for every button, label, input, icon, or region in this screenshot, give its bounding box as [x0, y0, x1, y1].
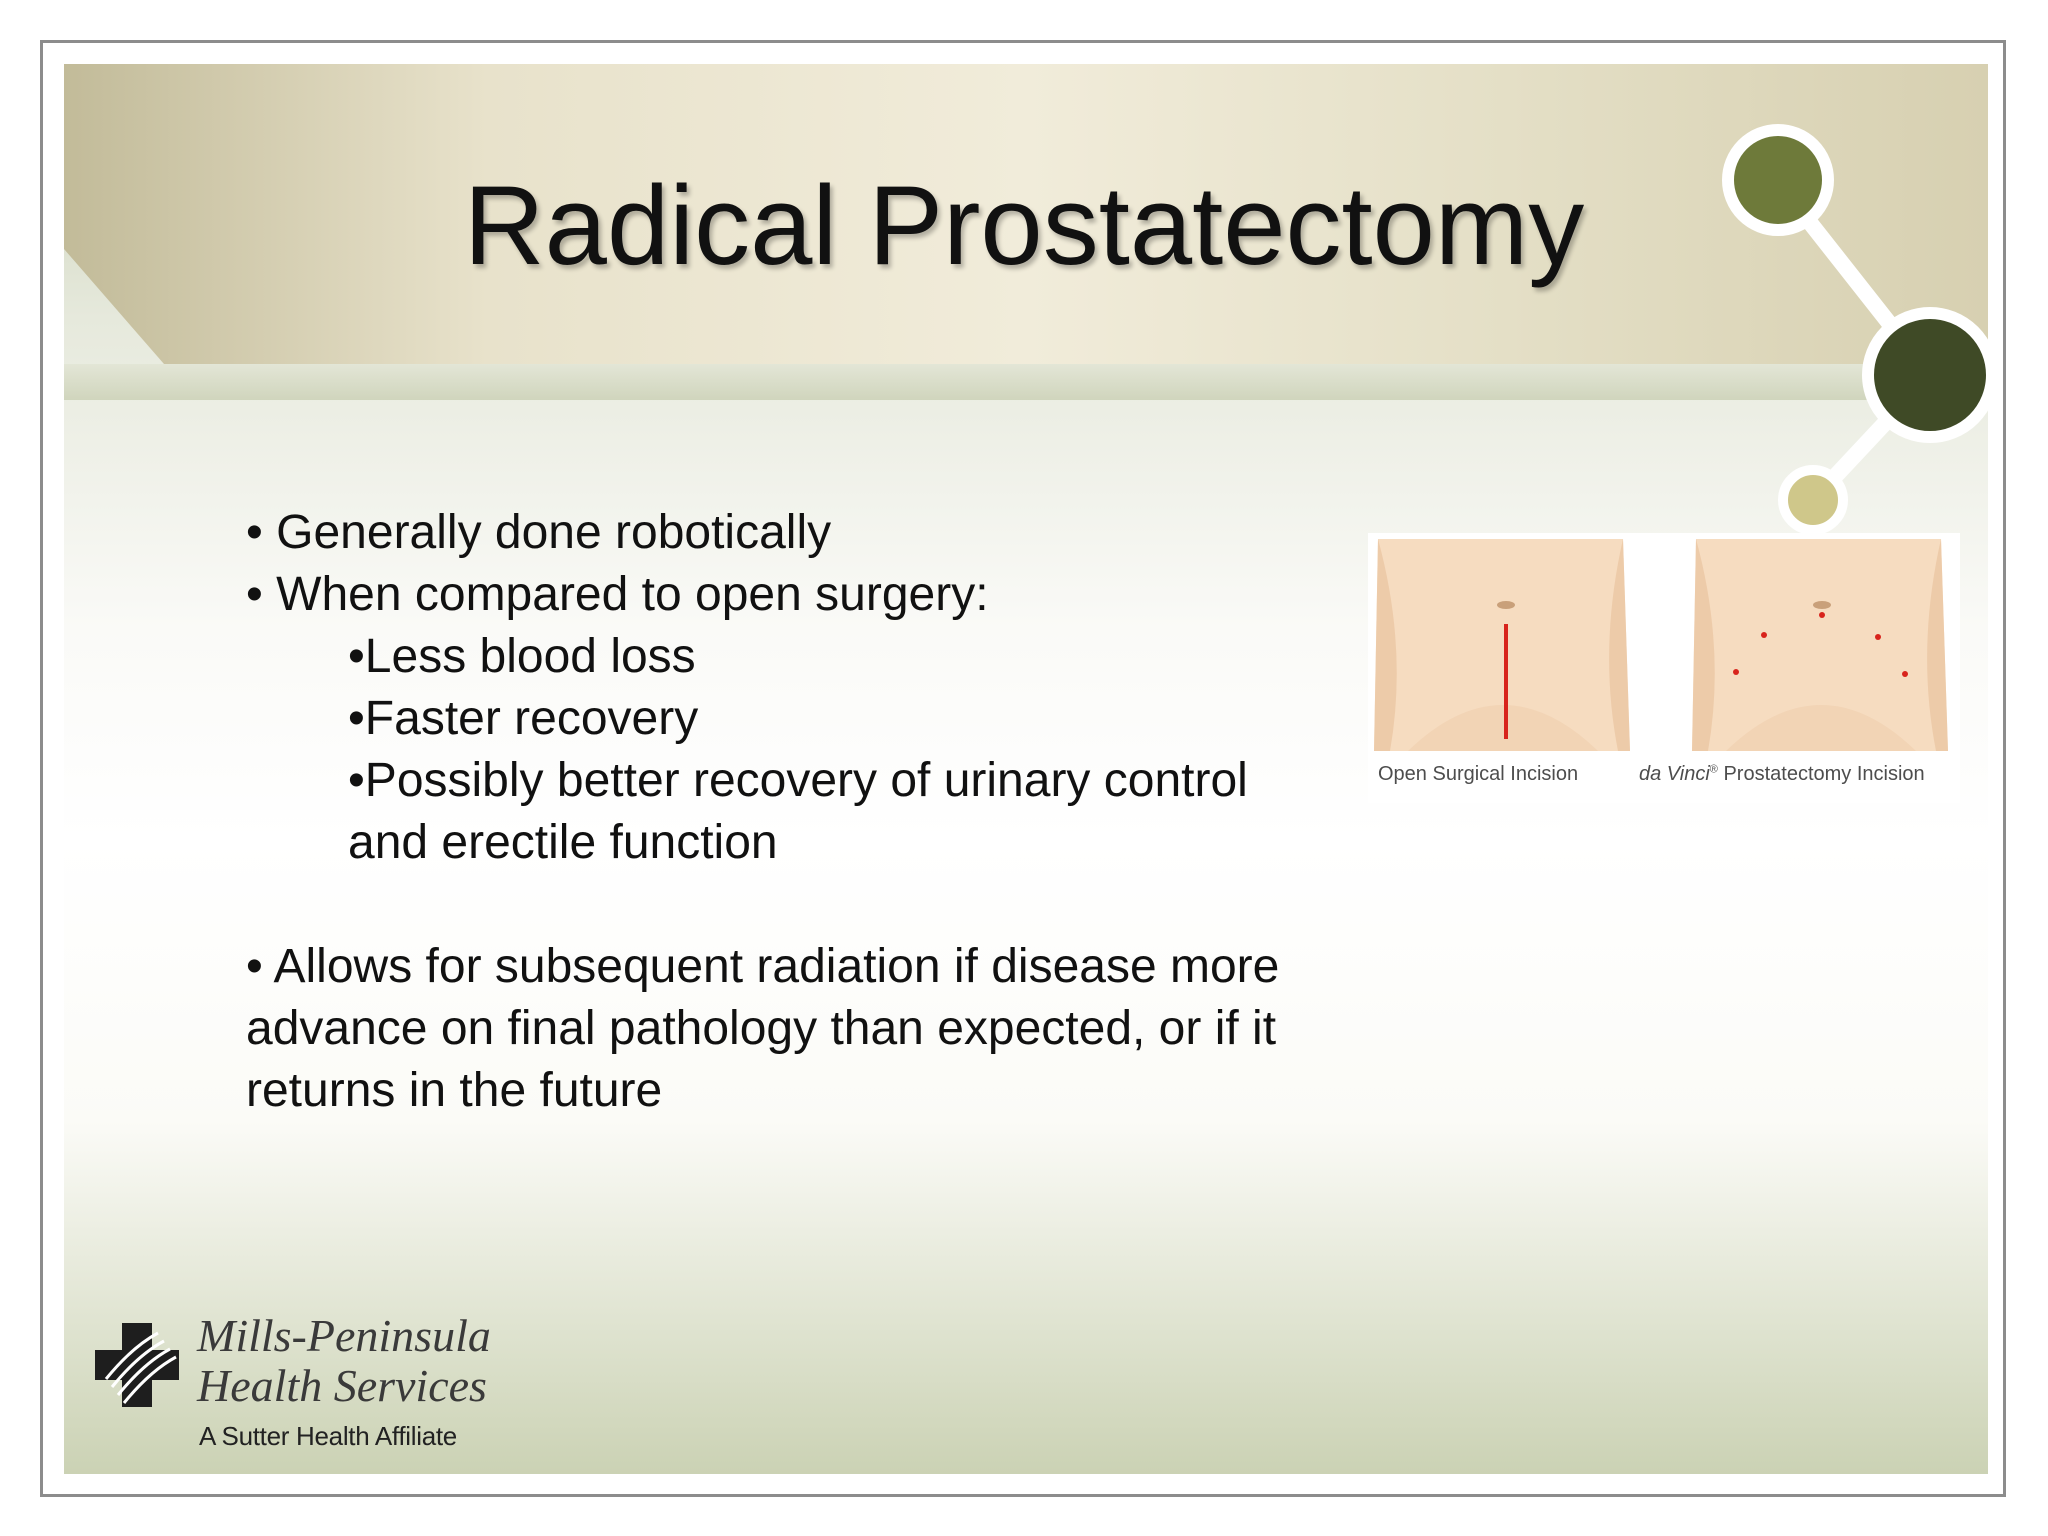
logo-tagline: A Sutter Health Affiliate: [199, 1421, 457, 1451]
logo-name-line1: Mills-Peninsula: [197, 1310, 491, 1361]
spacer: [246, 874, 1366, 936]
bullet-item: • Allows for subsequent radiation if disease more: [246, 940, 1280, 993]
sub-bullet-item: •Faster recovery: [348, 692, 699, 745]
header-band-shadow: [64, 364, 1988, 400]
caption-trademark: ®: [1709, 763, 1718, 776]
bullet-item: • When compared to open surgery:: [246, 568, 989, 621]
incision-comparison-figure: [1368, 533, 1960, 803]
caption-open-incision: Open Surgical Incision: [1378, 763, 1579, 785]
sub-bullet-item: •Possibly better recovery of urinary control: [348, 754, 1248, 807]
logo-name-line2: Health Services: [197, 1360, 487, 1411]
bullet-continuation: returns in the future: [246, 1064, 663, 1117]
sub-bullet-item: •Less blood loss: [348, 630, 696, 683]
bullet-item: • Generally done robotically: [246, 506, 832, 559]
open-incision-illustration: [1368, 539, 1638, 751]
slide-title: Radical Prostatectomy: [463, 163, 1585, 288]
bullet-list: [246, 502, 1366, 1122]
mills-peninsula-logo: [92, 1305, 552, 1455]
caption-brand: da Vinci: [1639, 763, 1710, 785]
sub-bullet-continuation: and erectile function: [348, 816, 778, 869]
caption-rest: Prostatectomy Incision: [1717, 763, 1925, 785]
mills-peninsula-logo-icon: [92, 1317, 182, 1413]
bullet-continuation: advance on final pathology than expected, or if it: [246, 1002, 1277, 1055]
davinci-incision-illustration: [1686, 539, 1956, 751]
caption-davinci-incision: [1639, 763, 1925, 786]
